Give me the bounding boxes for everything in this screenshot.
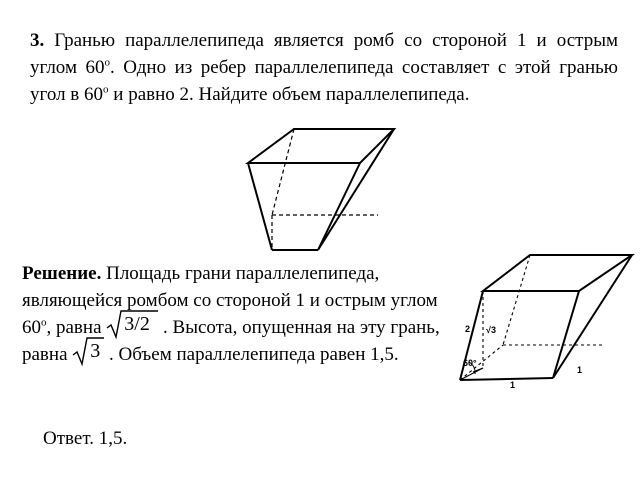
- height-formula: [72, 339, 104, 366]
- solution-text-4: . Объем параллелепипеда равен 1,5.: [104, 344, 399, 365]
- solution-text-3: . Высота, опущенная на эту грань, равна: [22, 317, 440, 365]
- problem-text-3: и равно 2. Найдите объем параллелепипеда.: [108, 84, 470, 105]
- height-formula-value: 3: [90, 339, 101, 362]
- parallelepiped-figure: [228, 122, 408, 258]
- solution-parallelepiped-figure: [455, 250, 635, 395]
- degree-mark: о: [103, 83, 109, 96]
- solution-text-2: , равна: [46, 317, 107, 338]
- height-label: √3: [486, 325, 496, 335]
- problem-number: 3.: [30, 30, 45, 51]
- degree-mark: о: [41, 316, 47, 329]
- area-formula: [106, 312, 158, 339]
- answer-text: Ответ. 1,5.: [43, 428, 128, 449]
- angle-label: 60°: [463, 358, 477, 368]
- solution-text: [22, 260, 442, 368]
- side-right-label: 1: [577, 365, 583, 375]
- edge-length-label: 2: [465, 324, 471, 334]
- area-formula-value: 3/2: [124, 312, 150, 335]
- problem-text-1: Гранью параллелепипеда является ромб со стороной 1 и острым углом 60: [30, 30, 618, 78]
- side-bottom-label: 1: [510, 380, 516, 390]
- degree-mark: о: [104, 56, 110, 69]
- solution-heading: Решение.: [22, 263, 102, 284]
- solution-text-1: Площадь грани параллелепипеда, являющейся ромбом со стороной 1 и острым углом 60: [22, 263, 438, 338]
- problem-text-2: . Одно из ребер параллелепипеда составляет с этой гранью угол в 60: [30, 57, 618, 105]
- problem-statement: [30, 27, 618, 108]
